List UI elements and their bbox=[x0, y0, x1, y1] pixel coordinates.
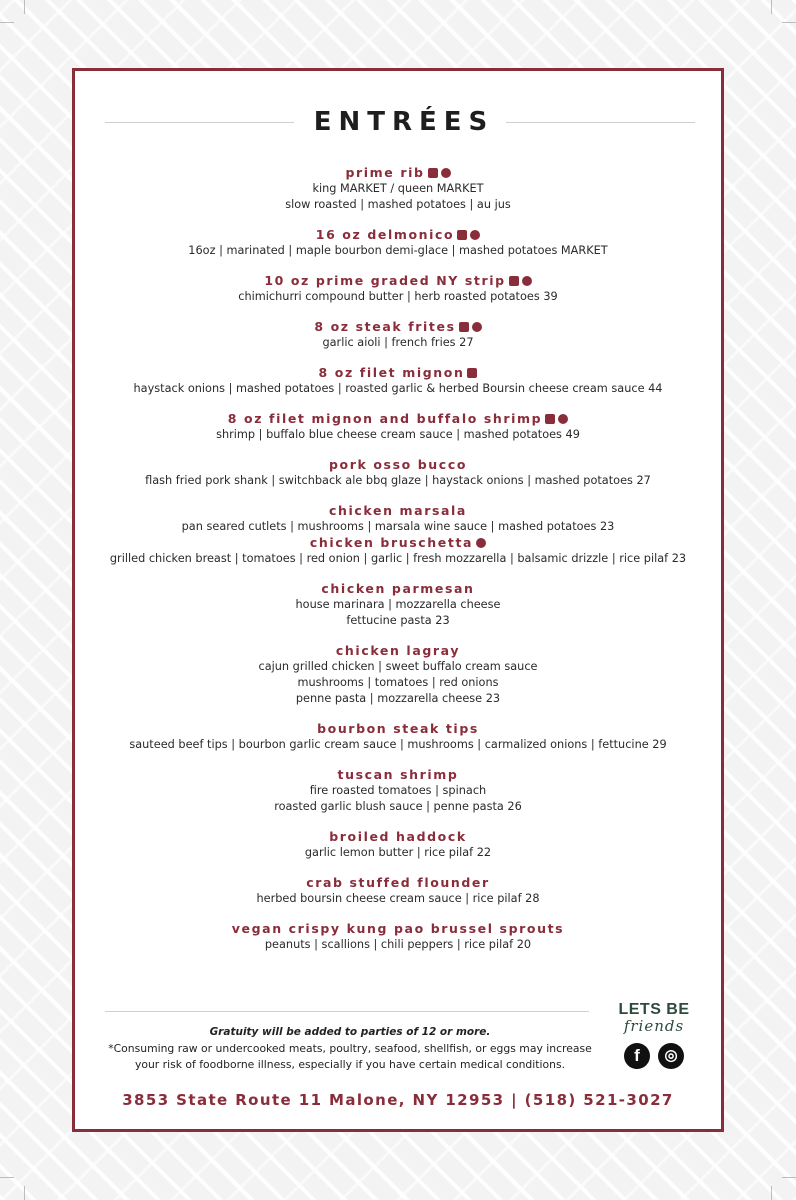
footer-divider bbox=[105, 1011, 589, 1012]
menu-item-description: pan seared cutlets | mushrooms | marsala wine sauce | mashed potatoes 23 bbox=[181, 520, 615, 533]
menu-item-name-text: chicken marsala bbox=[329, 503, 467, 518]
menu-item-name bbox=[75, 921, 721, 937]
social-icons bbox=[609, 1043, 699, 1069]
menu-item bbox=[75, 581, 721, 629]
menu-item-name bbox=[75, 227, 721, 243]
menu-item-name bbox=[75, 875, 721, 891]
crop-mark bbox=[0, 22, 14, 23]
menu-item-name bbox=[75, 721, 721, 737]
menu-item bbox=[75, 365, 721, 397]
crop-mark bbox=[0, 1177, 14, 1178]
allergen-icon bbox=[428, 168, 438, 178]
menu-item-description: grilled chicken breast | tomatoes | red onion | garlic | fresh mozzarella | balsamic drizzle | rice pilaf 23 bbox=[109, 552, 687, 565]
menu-item-description: garlic aioli | french fries 27 bbox=[322, 336, 474, 349]
menu-item-description: garlic lemon butter | rice pilaf 22 bbox=[304, 846, 492, 859]
gluten-free-icon bbox=[522, 276, 532, 286]
crop-mark bbox=[782, 1177, 796, 1178]
page-title: ENTRÉES bbox=[313, 107, 495, 137]
menu-item-description: fettucine pasta 23 bbox=[346, 614, 450, 627]
menu-item-name bbox=[75, 165, 721, 181]
menu-item-name-text: broiled haddock bbox=[329, 829, 467, 844]
menu-item-name-text: chicken parmesan bbox=[321, 581, 475, 596]
menu-item-name bbox=[75, 319, 721, 335]
menu-item bbox=[75, 411, 721, 443]
menu-item bbox=[75, 165, 721, 213]
menu-item-name bbox=[75, 643, 721, 659]
menu-item bbox=[75, 767, 721, 815]
menu-item bbox=[75, 457, 721, 489]
menu-card bbox=[72, 68, 724, 1132]
menu-item bbox=[75, 319, 721, 351]
allergen-icon bbox=[459, 322, 469, 332]
food-warning-line: your risk of foodborne illness, especially if you have certain medical conditions. bbox=[134, 1058, 566, 1071]
title-rule-left bbox=[105, 122, 294, 123]
menu-item-name-text: bourbon steak tips bbox=[317, 721, 479, 736]
menu-item-name-text: chicken bruschetta bbox=[309, 535, 474, 550]
title-rule-right bbox=[506, 122, 695, 123]
menu-item-name-text: 8 oz steak frites bbox=[314, 319, 456, 334]
menu-item-name-text: 8 oz filet mignon bbox=[318, 365, 465, 380]
address-line: 3853 State Route 11 Malone, NY 12953 | (518) 521-3027 bbox=[122, 1091, 674, 1109]
allergen-icon bbox=[457, 230, 467, 240]
menu-item bbox=[75, 829, 721, 861]
menu-item bbox=[75, 535, 721, 567]
menu-item-description: slow roasted | mashed potatoes | au jus bbox=[285, 198, 511, 211]
menu-item-description: fire roasted tomatoes | spinach bbox=[309, 784, 487, 797]
gluten-free-icon bbox=[441, 168, 451, 178]
menu-item bbox=[75, 875, 721, 907]
menu-item-description: haystack onions | mashed potatoes | roasted garlic & herbed Boursin cheese cream sauce 44 bbox=[133, 382, 663, 395]
menu-item-name bbox=[75, 767, 721, 783]
menu-item bbox=[75, 921, 721, 953]
menu-item-description: shrimp | buffalo blue cheese cream sauce | mashed potatoes 49 bbox=[216, 428, 580, 441]
menu-item-name-text: tuscan shrimp bbox=[337, 767, 459, 782]
social-script: friends bbox=[623, 1017, 685, 1035]
menu-item-description: herbed boursin cheese cream sauce | rice pilaf 28 bbox=[256, 892, 540, 905]
food-warning-line: *Consuming raw or undercooked meats, poultry, seafood, shellfish, or eggs may increase bbox=[108, 1042, 592, 1055]
menu-item-name bbox=[75, 365, 721, 381]
gluten-free-icon bbox=[558, 414, 568, 424]
allergen-icon bbox=[467, 368, 477, 378]
menu-item-name-text: 16 oz delmonico bbox=[315, 227, 455, 242]
gluten-free-icon bbox=[472, 322, 482, 332]
menu-item-description: peanuts | scallions | chili peppers | rice pilaf 20 bbox=[264, 938, 532, 951]
menu-item bbox=[75, 273, 721, 305]
social-heading: LETS BE bbox=[618, 1001, 690, 1018]
allergen-icon bbox=[509, 276, 519, 286]
menu-item-name-text: pork osso bucco bbox=[328, 457, 468, 472]
menu-item-description: penne pasta | mozzarella cheese 23 bbox=[295, 692, 501, 705]
menu-item-description: 16oz | marinated | maple bourbon demi-glace | mashed potatoes MARKET bbox=[188, 244, 608, 257]
menu-item bbox=[75, 721, 721, 753]
allergen-icon bbox=[545, 414, 555, 424]
menu-item-description: flash fried pork shank | switchback ale bbq glaze | haystack onions | mashed potatoes 27 bbox=[145, 474, 651, 487]
menu-item bbox=[75, 503, 721, 535]
gluten-free-icon bbox=[470, 230, 480, 240]
menu-item-description: king MARKET / queen MARKET bbox=[312, 182, 484, 195]
gratuity-note: Gratuity will be added to parties of 12 or more. bbox=[209, 1026, 491, 1038]
menu-item bbox=[75, 227, 721, 259]
instagram-icon[interactable]: ◎ bbox=[658, 1043, 684, 1069]
menu-item-name-text: crab stuffed flounder bbox=[306, 875, 490, 890]
facebook-icon[interactable]: f bbox=[624, 1043, 650, 1069]
menu-item-description: roasted garlic blush sauce | penne pasta 26 bbox=[274, 800, 522, 813]
crop-mark bbox=[771, 0, 772, 14]
menu-item-name bbox=[75, 273, 721, 289]
menu-item-name-text: 8 oz filet mignon and buffalo shrimp bbox=[227, 411, 543, 426]
crop-mark bbox=[782, 22, 796, 23]
menu-item-description: house marinara | mozzarella cheese bbox=[295, 598, 501, 611]
gluten-free-icon bbox=[476, 538, 486, 548]
menu-item-name bbox=[75, 503, 721, 519]
footer-notes bbox=[95, 1023, 605, 1073]
menu-item-name-text: chicken lagray bbox=[335, 643, 461, 658]
menu-item-description: sauteed beef tips | bourbon garlic cream sauce | mushrooms | carmalized onions | fettucine 29 bbox=[129, 738, 667, 751]
crop-mark bbox=[771, 1186, 772, 1200]
title-row bbox=[105, 105, 695, 139]
menu-item bbox=[75, 643, 721, 707]
menu-item-description: mushrooms | tomatoes | red onions bbox=[297, 676, 499, 689]
menu-item-name bbox=[75, 581, 721, 597]
social-block bbox=[609, 1001, 699, 1069]
menu-list bbox=[75, 165, 721, 967]
menu-item-name-text: 10 oz prime graded NY strip bbox=[264, 273, 506, 288]
menu-item-name-text: prime rib bbox=[345, 165, 425, 180]
menu-item-name bbox=[75, 535, 721, 551]
menu-item-description: chimichurri compound butter | herb roasted potatoes 39 bbox=[238, 290, 558, 303]
menu-item-description: cajun grilled chicken | sweet buffalo cream sauce bbox=[258, 660, 538, 673]
menu-item-name-text: vegan crispy kung pao brussel sprouts bbox=[231, 921, 565, 936]
menu-item-name bbox=[75, 829, 721, 845]
menu-item-name bbox=[75, 411, 721, 427]
menu-item-name bbox=[75, 457, 721, 473]
crop-mark bbox=[24, 0, 25, 14]
crop-mark bbox=[24, 1186, 25, 1200]
